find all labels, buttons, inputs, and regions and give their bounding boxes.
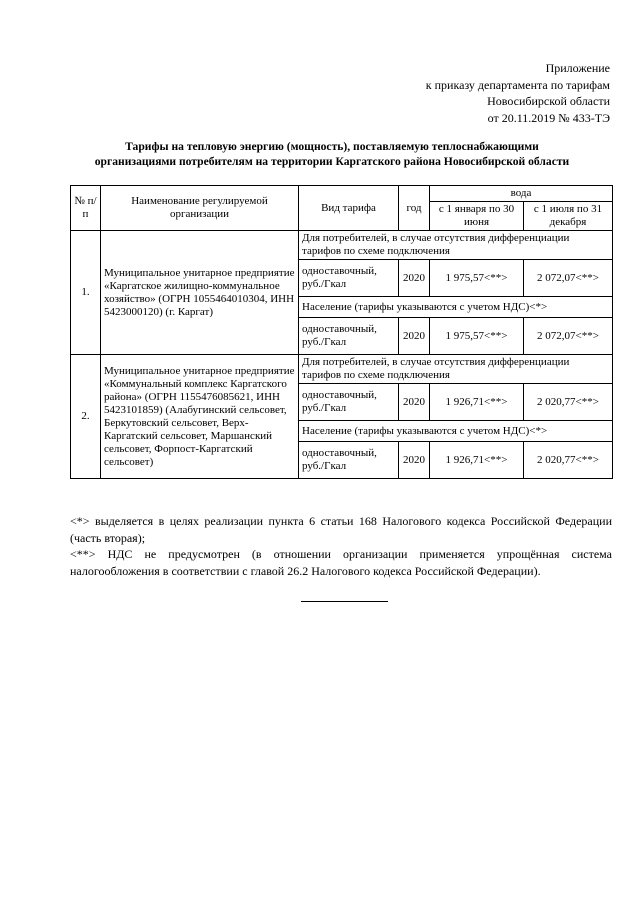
footnote-1: <*> выделяется в целях реализации пункта 6 статьи 168 Налогового кодекса Российской Федерации (часть вторая); bbox=[70, 514, 612, 545]
appendix-line: Приложение bbox=[545, 61, 610, 75]
row-org: Муниципальное унитарное предприятие «Каргатское жилищно-коммунальное хозяйство» (ОГРН 1055464010304, ИНН 5423000120) (г. Каргат) bbox=[101, 231, 299, 355]
row-kind: одноставочный, руб./Гкал bbox=[299, 318, 399, 355]
header-water: вода bbox=[430, 186, 613, 202]
header-year: год bbox=[399, 186, 430, 231]
header-kind: Вид тарифа bbox=[299, 186, 399, 231]
row-value: 1 926,71<**> bbox=[430, 442, 524, 479]
row-kind: одноставочный, руб./Гкал bbox=[299, 384, 399, 421]
footnotes bbox=[70, 513, 612, 579]
table-row bbox=[71, 231, 613, 260]
title-line: организациями потребителям на территории Каргатского района Новосибирской области bbox=[94, 154, 570, 168]
row-year: 2020 bbox=[399, 442, 430, 479]
tariff-table bbox=[70, 185, 613, 479]
row-value: 2 020,77<**> bbox=[524, 384, 613, 421]
row-year: 2020 bbox=[399, 384, 430, 421]
footnote-2: <**> НДС не предусмотрен (в отношении организации применяется упрощённая система налогообложения в соответствии с главой 26.2 Налогового кодекса Российской Федерации). bbox=[70, 547, 612, 578]
row-kind: одноставочный, руб./Гкал bbox=[299, 260, 399, 297]
row-kind: одноставочный, руб./Гкал bbox=[299, 442, 399, 479]
row-note: Население (тарифы указываются с учетом НДС)<*> bbox=[299, 297, 613, 318]
row-org: Муниципальное унитарное предприятие «Коммунальный комплекс Каргатского района» (ОГРН 1155476085621, ИНН 5423101859) (Алабугинский сельсовет, Беркутовский сельсовет, Верх-Каргатский сельсовет, Маршанский сельсовет, Форпост-Каргатский сельсовет) bbox=[101, 355, 299, 479]
row-year: 2020 bbox=[399, 318, 430, 355]
document-title bbox=[62, 140, 602, 169]
row-num: 2. bbox=[71, 355, 101, 479]
header-num: № п/п bbox=[71, 186, 101, 231]
row-num: 1. bbox=[71, 231, 101, 355]
row-note: Для потребителей, в случае отсутствия дифференциации тарифов по схеме подключения bbox=[299, 231, 613, 260]
table-header-row bbox=[71, 186, 613, 202]
header-period-2: с 1 июля по 31 декабря bbox=[524, 202, 613, 231]
row-value: 1 975,57<**> bbox=[430, 318, 524, 355]
appendix-line: Новосибирской области bbox=[487, 94, 610, 108]
row-note: Население (тарифы указываются с учетом НДС)<*> bbox=[299, 421, 613, 442]
table-row bbox=[71, 355, 613, 384]
row-year: 2020 bbox=[399, 260, 430, 297]
header-org: Наименование регулируемой организации bbox=[101, 186, 299, 231]
title-line: Тарифы на тепловую энергию (мощность), поставляемую теплоснабжающими bbox=[125, 140, 539, 153]
row-value: 1 975,57<**> bbox=[430, 260, 524, 297]
header-period-1: с 1 января по 30 июня bbox=[430, 202, 524, 231]
appendix-line: к приказу департамента по тарифам bbox=[425, 77, 610, 92]
appendix-block bbox=[426, 60, 610, 126]
row-value: 2 072,07<**> bbox=[524, 318, 613, 355]
row-value: 2 072,07<**> bbox=[524, 260, 613, 297]
row-note: Для потребителей, в случае отсутствия дифференциации тарифов по схеме подключения bbox=[299, 355, 613, 384]
row-value: 1 926,71<**> bbox=[430, 384, 524, 421]
row-value: 2 020,77<**> bbox=[524, 442, 613, 479]
separator-line bbox=[301, 601, 388, 602]
appendix-line: от 20.11.2019 № 433-ТЭ bbox=[487, 110, 610, 125]
